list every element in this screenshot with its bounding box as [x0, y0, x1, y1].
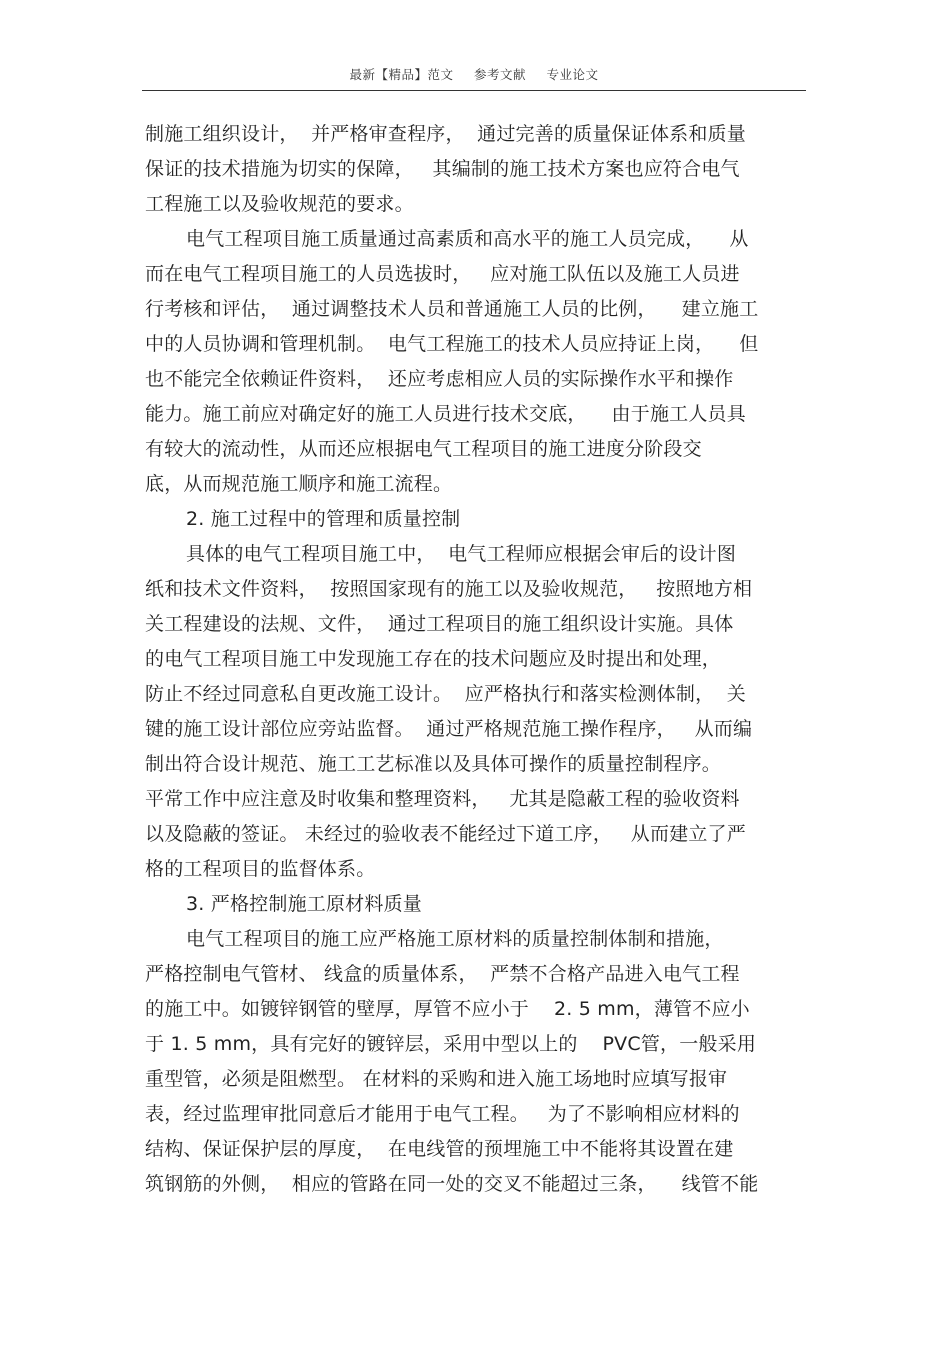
text-line: 平常工作中应注意及时收集和整理资料， 尤其是隐蔽工程的验收资料	[145, 788, 740, 810]
paragraph-start-line: 电气工程项目施工质量通过高素质和高水平的施工人员完成， 从	[186, 228, 749, 250]
text-line: 防止不经过同意私自更改施工设计。 应严格执行和落实检测体制， 关	[145, 683, 746, 705]
text-line: 保证的技术措施为切实的保障， 其编制的施工技术方案也应符合电气	[145, 158, 740, 180]
text-line: 格的工程项目的监督体系。	[145, 858, 376, 880]
header-item-papers: 专业论文	[546, 67, 599, 82]
text-line: 于 1. 5 mm，具有完好的镀锌层，采用中型以上的 PVC管，一般采用	[145, 1033, 757, 1055]
text-line: 中的人员协调和管理机制。 电气工程施工的技术人员应持证上岗， 但	[145, 333, 759, 355]
text-line: 键的施工设计部位应旁站监督。 通过严格规范施工操作程序， 从而编	[145, 718, 753, 740]
paragraph-start-line: 具体的电气工程项目施工中， 电气工程师应根据会审后的设计图	[186, 543, 737, 565]
text-line: 关工程建设的法规、文件， 通过工程项目的施工组织设计实施。具体	[145, 613, 734, 635]
header-divider	[142, 90, 806, 91]
text-line: 的施工中。如镀锌钢管的壁厚，厚管不应小于 2. 5 mm，薄管不应小	[145, 998, 750, 1020]
text-line: 以及隐蔽的签证。 未经过的验收表不能经过下道工序， 从而建立了严	[145, 823, 746, 845]
section-heading-3: 3. 严格控制施工原材料质量	[186, 893, 422, 915]
text-line: 筑钢筋的外侧， 相应的管路在同一处的交叉不能超过三条， 线管不能	[145, 1173, 759, 1195]
text-line: 制出符合设计规范、施工工艺标准以及具体可操作的质量控制程序。	[145, 753, 722, 775]
text-line: 行考核和评估， 通过调整技术人员和普通施工人员的比例， 建立施工	[145, 298, 759, 320]
page-header	[142, 66, 806, 84]
section-heading-2: 2. 施工过程中的管理和质量控制	[186, 508, 461, 530]
header-item-references: 参考文献	[473, 67, 526, 82]
text-line: 制施工组织设计， 并严格审查程序， 通过完善的质量保证体系和质量	[145, 123, 746, 145]
text-line: 表，经过监理审批同意后才能用于电气工程。 为了不影响相应材料的	[145, 1103, 740, 1125]
text-line: 底，从而规范施工顺序和施工流程。	[145, 473, 453, 495]
text-line: 有较大的流动性，从而还应根据电气工程项目的施工进度分阶段交	[145, 438, 702, 460]
text-line: 重型管，必须是阻燃型。 在材料的采购和进入施工场地时应填写报审	[145, 1068, 728, 1090]
header-item-fanwen: 最新【精品】范文	[349, 67, 454, 82]
text-line: 纸和技术文件资料， 按照国家现有的施工以及验收规范， 按照地方相	[145, 578, 753, 600]
text-line: 结构、保证保护层的厚度， 在电线管的预埋施工中不能将其设置在建	[145, 1138, 734, 1160]
text-line: 的电气工程项目施工中发现施工存在的技术问题应及时提出和处理，	[145, 648, 722, 670]
text-line: 能力。施工前应对确定好的施工人员进行技术交底， 由于施工人员具	[145, 403, 746, 425]
text-line: 工程施工以及验收规范的要求。	[145, 193, 414, 215]
text-line: 而在电气工程项目施工的人员选拔时， 应对施工队伍以及施工人员进	[145, 263, 740, 285]
text-line: 也不能完全依赖证件资料， 还应考虑相应人员的实际操作水平和操作	[145, 368, 734, 390]
paragraph-start-line: 电气工程项目的施工应严格施工原材料的质量控制体制和措施，	[186, 928, 724, 950]
document-body	[145, 117, 807, 1202]
text-line: 严格控制电气管材、 线盒的质量体系， 严禁不合格产品进入电气工程	[145, 963, 740, 985]
